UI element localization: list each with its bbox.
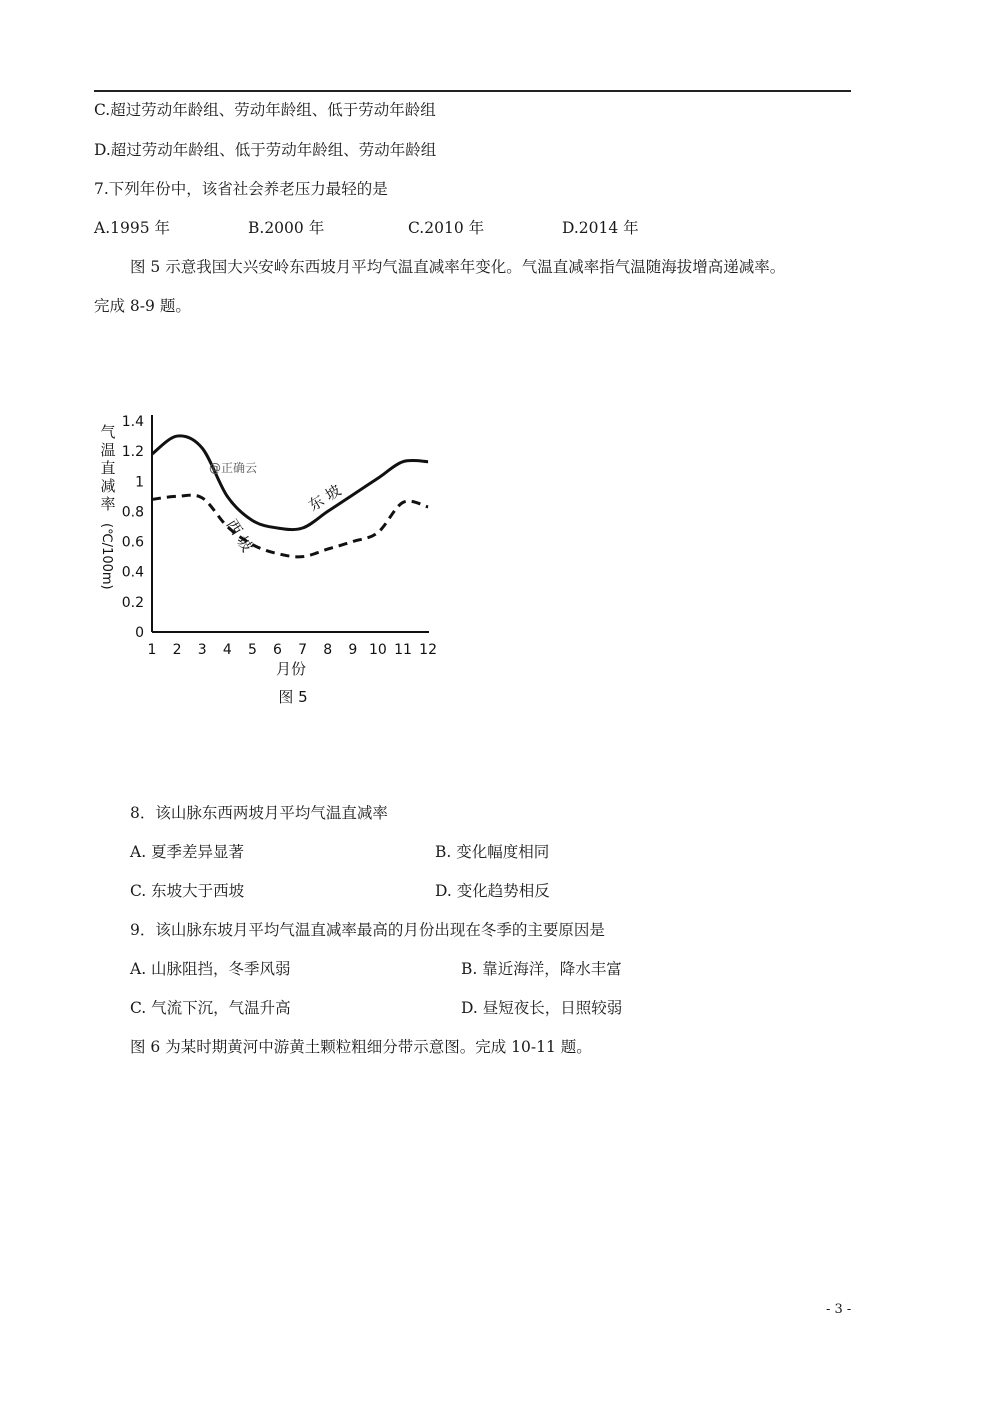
x-tick-label: 10 [368, 642, 387, 658]
y-tick-label: 0 [135, 625, 144, 641]
header-rule [94, 90, 851, 92]
q7-option-c: C.2010 年 [408, 219, 485, 237]
q9-option-b: B. 靠近海洋，降水丰富 [461, 960, 622, 978]
series-label-east: 东 坡 [305, 481, 345, 515]
question-7-stem: 7.下列年份中，该省社会养老压力最轻的是 [94, 180, 388, 198]
y-axis-label-char: 温 [100, 441, 116, 459]
q8-option-c: C. 东坡大于西坡 [130, 882, 245, 900]
y-axis-label-char: 气 [100, 423, 116, 441]
x-tick-label: 3 [197, 642, 207, 658]
series-line-west-slope [152, 495, 428, 557]
x-tick-label: 1 [147, 642, 157, 658]
y-tick-label: 0.4 [121, 564, 144, 581]
q9-option-c: C. 气流下沉，气温升高 [130, 999, 291, 1017]
x-tick-label: 4 [222, 642, 232, 658]
q9-option-d: D. 昼短夜长，日照较弱 [461, 999, 623, 1017]
series-line-east-slope [152, 436, 428, 530]
y-axis-label-char: 减 [100, 477, 116, 495]
y-tick-label: 1 [135, 474, 144, 491]
y-axis-label-unit: (℃/100m) [99, 523, 114, 590]
x-tick-label: 7 [298, 642, 308, 658]
question-9-stem: 9．该山脉东坡月平均气温直减率最高的月份出现在冬季的主要原因是 [130, 921, 605, 939]
x-tick-label: 6 [273, 642, 282, 658]
option-d: D.超过劳动年龄组、低于劳动年龄组、劳动年龄组 [94, 141, 437, 159]
x-tick-label: 5 [247, 642, 257, 658]
watermark: @正确云 [209, 461, 258, 475]
chart-axes [152, 415, 429, 632]
page-number: - 3 - [826, 1302, 852, 1317]
intro-8-9-line2: 完成 8-9 题。 [94, 297, 191, 315]
x-tick-label: 2 [172, 642, 182, 658]
y-tick-label: 1.4 [121, 414, 144, 430]
x-axis-label: 月份 [275, 660, 307, 678]
x-tick-label: 11 [394, 642, 412, 658]
chart-ticks [122, 414, 437, 658]
y-axis-label-char: 率 [100, 495, 116, 513]
q8-option-a: A. 夏季差异显著 [130, 843, 245, 861]
figure-5-chart [94, 405, 454, 715]
y-tick-label: 0.8 [121, 504, 144, 521]
chart-series-labels [223, 481, 345, 555]
option-c: C.超过劳动年龄组、劳动年龄组、低于劳动年龄组 [94, 101, 436, 119]
question-8-stem: 8．该山脉东西两坡月平均气温直减率 [130, 804, 388, 822]
intro-10-11: 图 6 为某时期黄河中游黄土颗粒粗细分带示意图。完成 10-11 题。 [130, 1038, 592, 1056]
figure-caption: 图 5 [278, 688, 308, 706]
q8-option-d: D. 变化趋势相反 [435, 882, 550, 900]
x-tick-label: 9 [348, 642, 358, 658]
x-tick-label: 8 [323, 642, 333, 658]
q8-option-b: B. 变化幅度相同 [435, 843, 550, 861]
y-axis-label [99, 423, 116, 590]
q7-option-d: D.2014 年 [562, 219, 639, 237]
y-tick-label: 0.6 [121, 534, 144, 551]
y-tick-label: 1.2 [121, 444, 144, 461]
q7-option-b: B.2000 年 [248, 219, 325, 237]
q7-option-a: A.1995 年 [94, 219, 170, 237]
q9-option-a: A. 山脉阻挡，冬季风弱 [130, 960, 291, 978]
y-tick-label: 0.2 [121, 594, 144, 611]
series-label-west: 西 坡 [222, 516, 257, 556]
y-axis-label-char: 直 [100, 459, 116, 477]
chart-series [152, 436, 428, 557]
x-tick-label: 12 [419, 642, 438, 658]
intro-8-9-line1: 图 5 示意我国大兴安岭东西坡月平均气温直减率年变化。气温直减率指气温随海拔增高递减率。 [130, 258, 786, 276]
